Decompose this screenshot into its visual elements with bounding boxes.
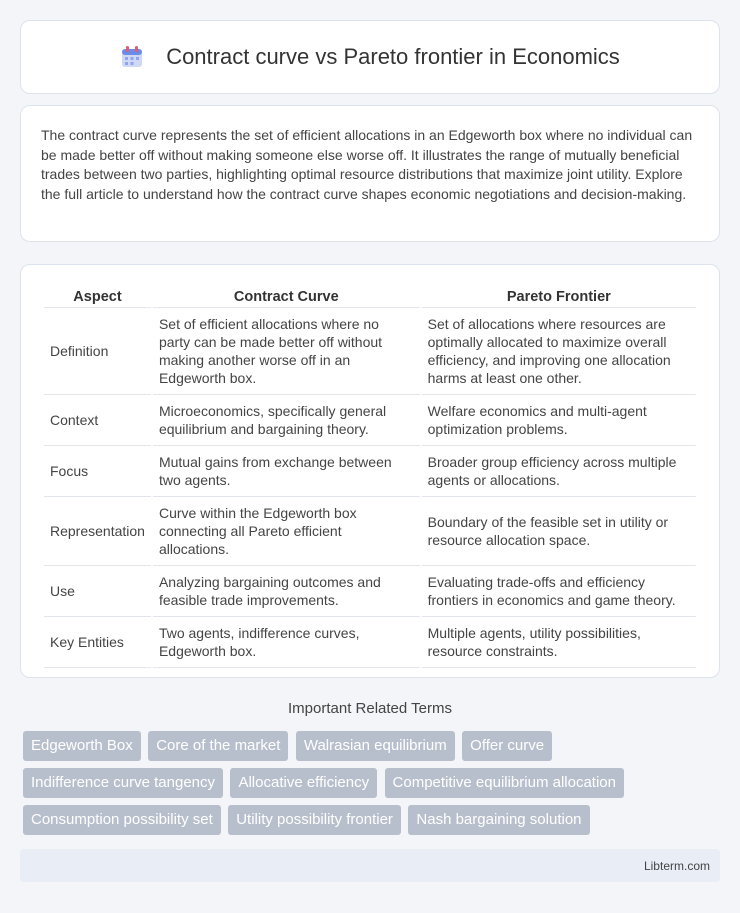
related-term-tag[interactable]: Indifference curve tangency	[23, 768, 223, 798]
related-term-tag[interactable]: Offer curve	[462, 731, 552, 761]
row-pareto: Multiple agents, utility possibilities, resource constraints.	[422, 617, 696, 668]
footer-site-link[interactable]: Libterm.com	[643, 859, 710, 873]
table-row	[44, 395, 696, 446]
table-row	[44, 497, 696, 566]
row-pareto: Evaluating trade-offs and efficiency frontiers in economics and game theory.	[422, 566, 696, 617]
related-term-tag[interactable]: Nash bargaining solution	[408, 805, 589, 835]
header-aspect: Aspect	[44, 283, 151, 308]
title-card	[20, 20, 720, 94]
row-contract: Set of efficient allocations where no party can be made better off without making another worse off in an Edgeworth box.	[153, 308, 420, 395]
related-term-tag[interactable]: Allocative efficiency	[230, 768, 377, 798]
page-title: Contract curve vs Pareto frontier in Economics	[166, 44, 620, 69]
table-row	[44, 446, 696, 497]
row-contract: Two agents, indifference curves, Edgeworth box.	[153, 617, 420, 668]
related-term-tag[interactable]: Competitive equilibrium allocation	[385, 768, 624, 798]
related-term-tag[interactable]: Edgeworth Box	[23, 731, 141, 761]
row-contract: Analyzing bargaining outcomes and feasible trade improvements.	[153, 566, 420, 617]
header-contract-curve: Contract Curve	[153, 283, 420, 308]
related-term-tag[interactable]: Consumption possibility set	[23, 805, 221, 835]
calendar-icon	[120, 45, 144, 69]
table-header-row	[44, 283, 696, 308]
table-row	[44, 308, 696, 395]
row-pareto: Welfare economics and multi-agent optimization problems.	[422, 395, 696, 446]
row-contract: Curve within the Edgeworth box connecting all Pareto efficient allocations.	[153, 497, 420, 566]
table-row	[44, 617, 696, 668]
row-contract: Microeconomics, specifically general equilibrium and bargaining theory.	[153, 395, 420, 446]
footer	[20, 849, 720, 882]
row-contract: Mutual gains from exchange between two agents.	[153, 446, 420, 497]
row-aspect: Representation	[44, 497, 151, 566]
row-aspect: Context	[44, 395, 151, 446]
row-aspect: Use	[44, 566, 151, 617]
row-aspect: Definition	[44, 308, 151, 395]
row-pareto: Set of allocations where resources are optimally allocated to maximize overall efficiency, and improving one allocation harms at least one other.	[422, 308, 696, 395]
table-row	[44, 566, 696, 617]
related-term-tag[interactable]: Utility possibility frontier	[228, 805, 401, 835]
row-pareto: Broader group efficiency across multiple agents or allocations.	[422, 446, 696, 497]
comparison-table	[42, 283, 698, 668]
related-term-tag[interactable]: Core of the market	[148, 731, 288, 761]
row-aspect: Key Entities	[44, 617, 151, 668]
header-pareto-frontier: Pareto Frontier	[422, 283, 696, 308]
intro-card	[20, 105, 720, 242]
related-terms-list	[23, 731, 723, 842]
related-terms-title: Important Related Terms	[288, 700, 452, 717]
related-term-tag[interactable]: Walrasian equilibrium	[296, 731, 455, 761]
intro-text: The contract curve represents the set of efficient allocations in an Edgeworth box where no individual can be made better off without making someone else worse off. It illustrates the range of mutually beneficial trades between two parties, highlighting optimal resource distributions that maximize joint utility. Explore the full article to understand how the contract curve shapes economic negotiations and decision-making.	[41, 127, 693, 202]
row-aspect: Focus	[44, 446, 151, 497]
comparison-card	[20, 264, 720, 678]
row-pareto: Boundary of the feasible set in utility or resource allocation space.	[422, 497, 696, 566]
